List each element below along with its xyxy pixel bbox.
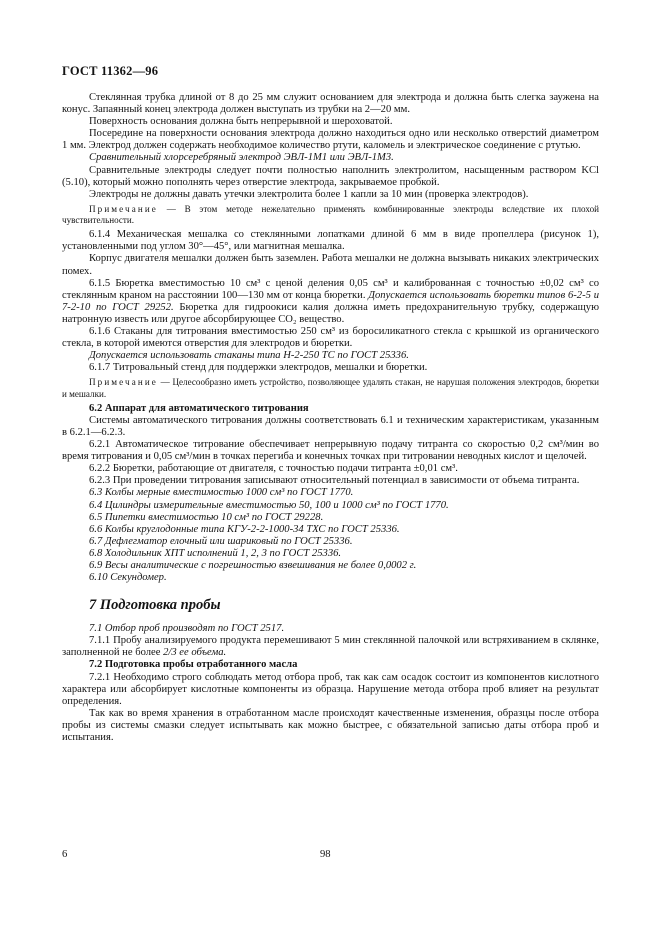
section-page-number: 6: [62, 849, 68, 860]
text-run-italic: Допускается использовать бюретки типов 6-2-5 и 7-2-10 по ГОСТ 29252.: [62, 289, 599, 313]
note-label: Примечание: [89, 203, 158, 214]
paragraph: 6.1.4 Механическая мешалка со стеклянными лопатками длиной 6 мм в виде пропеллера (рисунок 1), установленными под углом 30°—45°, или магнитная мешалка.: [62, 229, 599, 253]
text-run-italic: 2/3 ее объема.: [163, 647, 227, 659]
paragraph: Поверхность основания должна быть непрерывной и шероховатой.: [89, 116, 393, 128]
subsection-heading: 7.2 Подготовка пробы отработанного масла: [89, 659, 298, 671]
list-item: 6.4 Цилиндры измерительные вместимостью 50, 100 и 1000 см³ по ГОСТ 1770.: [89, 499, 449, 511]
note-text: — Целесообразно иметь устройство, позволяющее удалять стакан, не нарушая положения электродов, бюретки и мешалки.: [62, 377, 599, 399]
note-text: — В этом методе нежелательно применять комбинированные электроды вследствие их плохой чувствительности.: [62, 203, 599, 226]
paragraph: Посередине на поверхности основания электрода должно находиться одно или несколько отверстий диаметром 1 мм. Электрод должен содержать необходимое количество ртути, каломель и электрическое соединение с ртутью.: [62, 128, 599, 152]
paragraph: Электроды не должны давать утечки электролита более 1 капли за 10 мин (проверка электродов).: [89, 188, 529, 200]
paragraph: Системы автоматического титрования должны соответствовать 6.1 и техническим характеристикам, указанным в 6.2.1—6.2.3.: [62, 414, 599, 438]
list-item: 6.9 Весы аналитические с погрешностью взвешивания не более 0,0002 г.: [89, 560, 417, 571]
list-item: 6.5 Пипетки вместимостью 10 см³ по ГОСТ 29228.: [89, 511, 324, 523]
list-item: 6.8 Холодильник ХПТ исполнений 1, 2, 3 по ГОСТ 25336.: [89, 547, 342, 559]
text-run: 6.1.5 Бюретка вместимостью 10 см³ с ценой деления 0,05 см³ и калиброванная с точностью ±0,02 см³ со стеклянным краном на расстоянии 100—130 мм от конца бюретки.: [62, 277, 599, 301]
paragraph: [62, 278, 599, 326]
note-label: Примечание: [89, 377, 158, 388]
list-item: 6.3 Колбы мерные вместимостью 1000 см³ по ГОСТ 1770.: [89, 487, 354, 499]
paragraph: 7.2.1 Необходимо строго соблюдать метод отбора проб, так как сам осадок состоит из компонентов кислотного характера или абсорбирует кислотные компоненты из образца. Нарушение метода отбора проб влияет на результат определения.: [62, 671, 599, 707]
note: [62, 377, 599, 399]
paragraph: 6.1.6 Стаканы для титрования вместимостью 250 см³ из боросиликатного стекла с крышкой из органического стекла, в которой имеются отверстия для электродов и бюретки.: [62, 326, 599, 350]
page-number: 98: [320, 849, 331, 860]
document-body: [62, 92, 599, 744]
paragraph: 6.1.7 Титровальный стенд для поддержки электродов, мешалки и бюретки.: [89, 362, 428, 374]
note: [62, 204, 599, 226]
paragraph: 6.2.2 Бюретки, работающие от двигателя, с точностью подачи титранта ±0,01 см³.: [89, 463, 458, 475]
standard-header: ГОСТ 11362—96: [62, 64, 159, 78]
list-item: 6.10 Секундомер.: [89, 572, 167, 584]
paragraph: 7.1 Отбор проб производят по ГОСТ 2517.: [89, 623, 285, 635]
subsection-heading: 6.2 Аппарат для автоматического титрования: [89, 402, 309, 414]
paragraph: Так как во время хранения в отработанном масле происходят качественные изменения, образцы после отбора пробы из системы смазки следует испытывать как можно быстрее, с обязательной записью даты отбора проб и испытания.: [62, 707, 599, 744]
list-item: 6.6 Колбы круглодонные типа КГУ-2-2-1000-34 ТХС по ГОСТ 25336.: [89, 523, 400, 535]
paragraph: 6.2.1 Автоматическое титрование обеспечивает непрерывную подачу титранта со скоростью 0,2 см³/мин во время титрования и 0,05 см³/мин в точках перегиба и конечных точках при титровании неводных кислот и щелочей.: [62, 439, 599, 463]
list-item: 6.7 Дефлегматор елочный или шариковый по ГОСТ 25336.: [89, 535, 353, 547]
paragraph: Стеклянная трубка длиной от 8 до 25 мм служит основанием для электрода и должна быть слегка зауженa на конус. Запаянный конец электрода должен выступать из трубки на 2—20 мм.: [62, 92, 599, 116]
paragraph: Сравнительные электроды следует почти полностью наполнить электролитом, насыщенным раствором KCl (5.10), который можно пополнять через отверстие электрода, закрываемое пробкой.: [62, 164, 599, 188]
paragraph: Сравнительный хлорсеребряный электрод ЭВЛ-1М1 или ЭВЛ-1М3.: [89, 152, 394, 164]
paragraph: Допускается использовать стаканы типа Н-2-250 ТС по ГОСТ 25336.: [89, 350, 409, 362]
paragraph: [62, 635, 599, 659]
paragraph: Корпус двигателя мешалки должен быть заземлен. Работа мешалки не должна вызывать никаких электрических помех.: [62, 253, 599, 277]
text-run: Бюретка для гидроокиси калия должна иметь предохранительную трубку, содержащую натронную известь или другое абсорбирующее CO₂ вещество.: [62, 301, 599, 325]
paragraph: 6.2.3 При проведении титрования записывают относительный потенциал в зависимости от объема титранта.: [89, 475, 580, 487]
text-run: 7.1.1 Пробу анализируемого продукта перемешивают 5 мин стеклянной палочкой или встряхиванием в склянке, заполненной не более: [62, 635, 599, 659]
section-heading: 7 Подготовка пробы: [89, 597, 221, 614]
